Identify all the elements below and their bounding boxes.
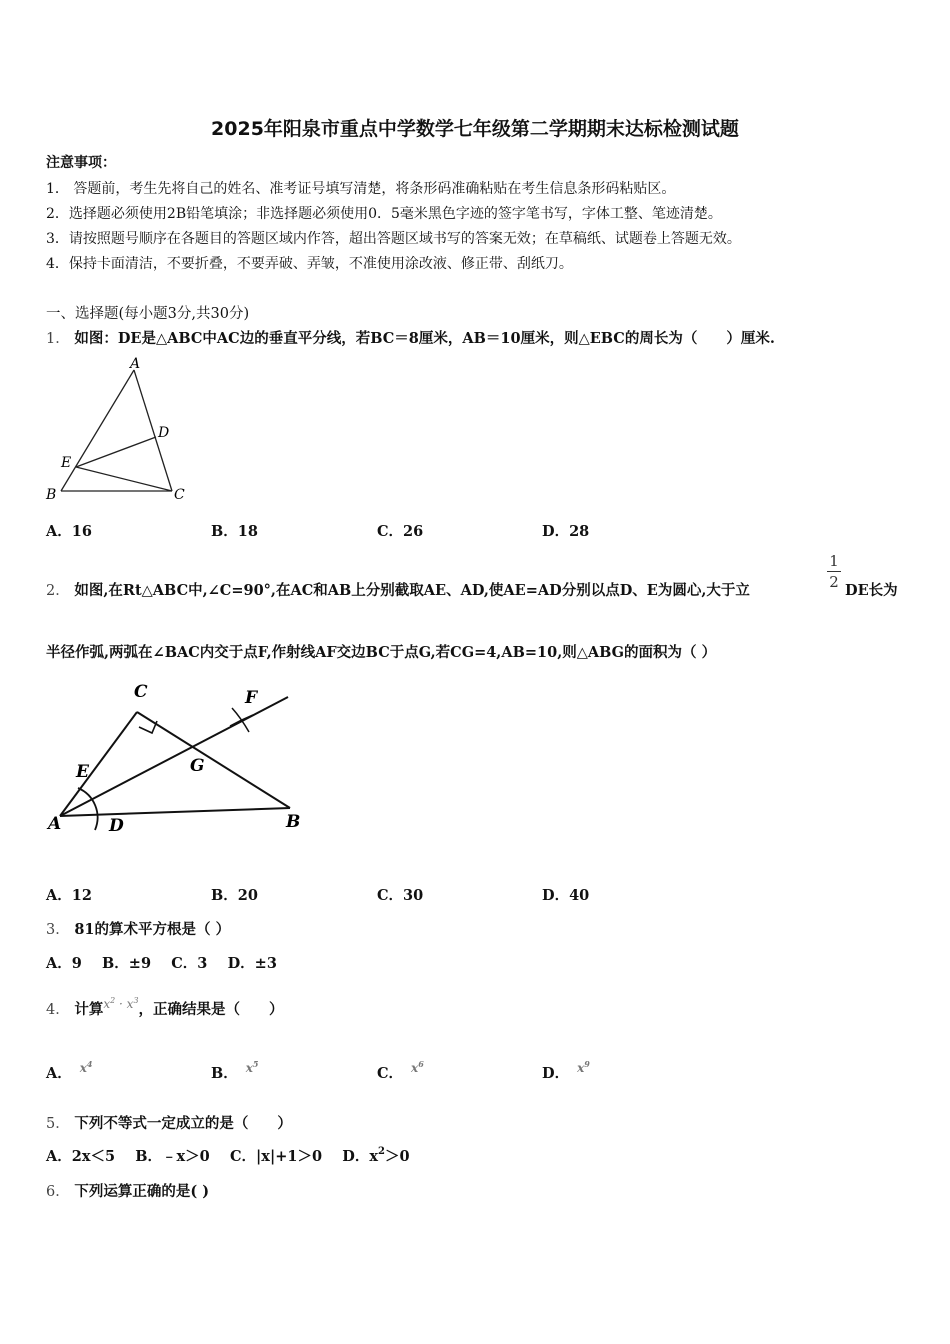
segment-ec (76, 467, 172, 491)
q3-options (46, 952, 277, 973)
q4-option-b-expr: x5 (245, 1059, 259, 1075)
segment-cb (137, 712, 290, 808)
question-1 (46, 327, 775, 348)
q5-option-d-sup: 2 (377, 1146, 385, 1157)
question-3-text: 81的算术平方根是（ ） (74, 921, 231, 938)
page-title: 2025年阳泉市重点中学数学七年级第二学期期末达标检测试题 (211, 118, 739, 140)
q5-option-d-label: D．x (342, 1148, 378, 1165)
arc-f-2 (230, 715, 253, 726)
q3-option-a[interactable]: A．9 (46, 955, 82, 972)
q4-option-b-label: B． (211, 1065, 238, 1082)
q1-option-c[interactable]: C．26 (377, 523, 424, 540)
q2-option-a[interactable]: A．12 (46, 887, 92, 904)
q5-options (46, 1145, 410, 1166)
note-item-1: 1． 答题前，考生先将自己的姓名、准考证号填写清楚，将条形码准确粘贴在考生信息条形码粘贴区。 (46, 181, 676, 197)
q5-option-d[interactable] (342, 1148, 409, 1165)
q2-label-b: B (286, 812, 301, 832)
question-6 (46, 1180, 209, 1201)
q5-option-c[interactable]: C．|x|+1＞0 (229, 1148, 323, 1165)
q3-option-b[interactable]: B．±9 (102, 955, 152, 972)
q2-label-d: D (109, 816, 124, 836)
arc-de (78, 788, 98, 830)
question-5 (46, 1112, 292, 1133)
q2-label-f: F (245, 688, 258, 708)
q2-label-a: A (48, 814, 62, 834)
question-6-number: 6． (46, 1184, 70, 1200)
question-4 (46, 998, 284, 1019)
q5-option-d-tail: ＞0 (384, 1148, 410, 1165)
segment-ac (60, 712, 137, 816)
question-2-number: 2． (46, 583, 70, 599)
question-6-text: 下列运算正确的是( ) (74, 1183, 210, 1200)
q1-option-d[interactable]: D．28 (542, 523, 590, 540)
ray-af (60, 697, 288, 816)
q4-option-c[interactable] (377, 1059, 424, 1083)
note-item-4: 4．保持卡面清洁，不要折叠，不要弄破、弄皱，不准使用涂改液、修正带、刮纸刀。 (46, 256, 573, 272)
question-3-number: 3． (46, 922, 70, 938)
fraction-denominator: 2 (829, 573, 839, 591)
question-2-text-line2: 半径作弧,两弧在∠BAC内交于点F,作射线AF交边BC于点G,若CG=4,AB=10,则△ABG的面积为（ ） (46, 644, 717, 661)
q4-option-d[interactable] (542, 1059, 590, 1083)
q4-option-a[interactable] (46, 1059, 93, 1083)
q2-option-b[interactable]: B．20 (211, 887, 258, 904)
segment-ab (60, 808, 290, 816)
question-1-number: 1． (46, 331, 70, 347)
q1-option-b[interactable]: B．18 (211, 523, 258, 540)
q4-option-d-label: D． (542, 1065, 570, 1082)
q1-label-a: A (130, 356, 141, 372)
note-item-2: 2．选择题必须使用2B铅笔填涂；非选择题必须使用0．5毫米黑色字迹的签字笔书写，字体工整、笔迹清楚。 (46, 206, 722, 222)
fraction-half (827, 552, 841, 591)
q1-label-e: E (61, 455, 72, 471)
question-2-line-1 (46, 579, 750, 600)
q1-label-b: B (46, 487, 57, 503)
q5-option-b[interactable]: B．﹣x＞0 (135, 1148, 210, 1165)
notes-heading: 注意事项： (46, 155, 116, 171)
question-4-text-before: 计算 (74, 1001, 104, 1018)
q4-option-c-expr: x6 (411, 1059, 424, 1075)
q5-option-a[interactable]: A．2x＜5 (46, 1148, 116, 1165)
q4-option-a-expr: x4 (79, 1059, 93, 1075)
question-5-number: 5． (46, 1116, 70, 1132)
q1-triangle-figure (40, 350, 200, 510)
q2-option-d[interactable]: D．40 (542, 887, 590, 904)
note-item-3: 3．请按照题号顺序在各题目的答题区域内作答，超出答题区域书写的答案无效；在草稿纸、试题卷上答题无效。 (46, 231, 741, 247)
question-5-text: 下列不等式一定成立的是（ ） (74, 1115, 292, 1132)
segment-ed (76, 437, 156, 467)
q2-label-g: G (190, 756, 205, 776)
q4-option-b[interactable] (211, 1059, 259, 1083)
q2-label-e: E (76, 762, 89, 782)
q4-option-a-label: A． (46, 1065, 72, 1082)
question-1-text: 如图：DE是△ABC中AC边的垂直平分线，若BC＝8厘米，AB＝10厘米，则△EBC的周长为（ ）厘米. (74, 330, 775, 347)
q4-expression-image: x2 · x3 (103, 996, 139, 1011)
q2-option-c[interactable]: C．30 (377, 887, 424, 904)
question-2-line1-tail: DE长为 (845, 582, 898, 599)
q3-option-d[interactable]: D．±3 (227, 955, 277, 972)
q1-option-a[interactable]: A．16 (46, 523, 92, 540)
q3-option-c[interactable]: C．3 (171, 955, 208, 972)
fraction-numerator: 1 (829, 552, 839, 570)
section-heading: 一、选择题(每小题3分,共30分) (46, 306, 250, 322)
question-4-text-after: ，正确结果是（ ） (138, 1001, 284, 1018)
q4-option-d-expr: x9 (577, 1059, 590, 1075)
question-2-text-line1: 如图,在Rt△ABC中,∠C=90°,在AC和AB上分别截取AE、AD,使AE=AD分别以点D、E为圆心,大于立 (74, 582, 750, 599)
q2-label-c: C (134, 682, 148, 702)
question-4-number: 4． (46, 1002, 70, 1018)
q1-label-c: C (174, 487, 185, 503)
q1-label-d: D (158, 425, 170, 441)
question-3 (46, 918, 230, 939)
q4-option-c-label: C． (377, 1065, 404, 1082)
q2-triangle-figure (40, 670, 310, 840)
